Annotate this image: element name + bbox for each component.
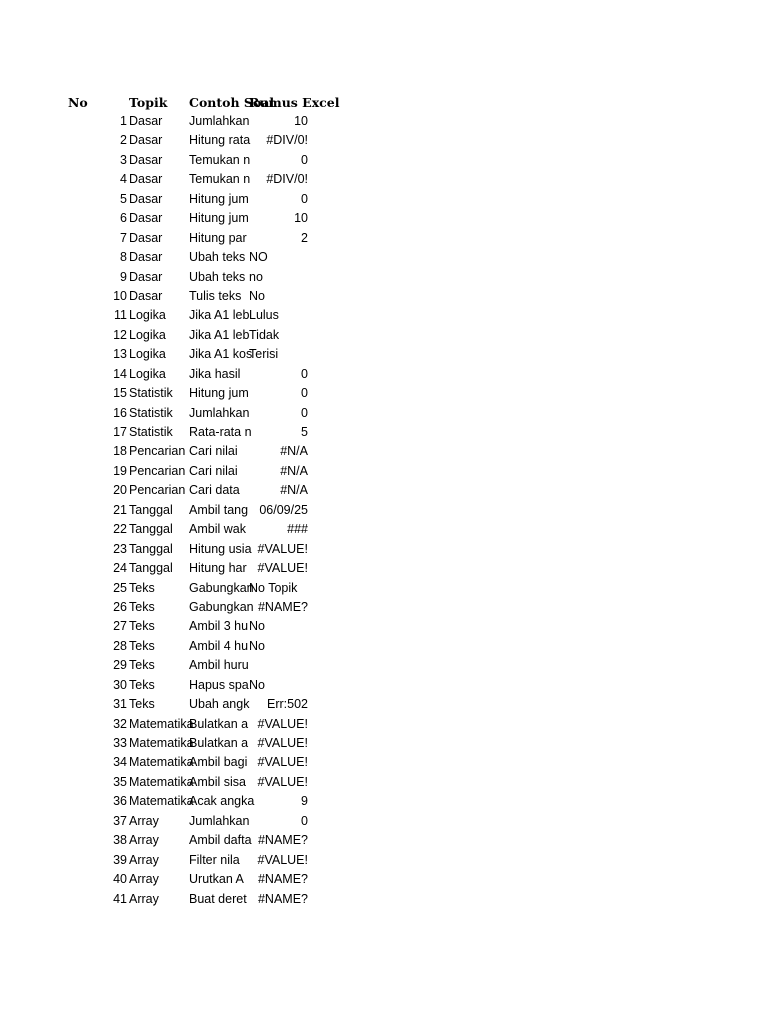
cell-topik[interactable]: Logika	[129, 366, 166, 381]
cell-rumus-excel[interactable]: #VALUE!	[257, 561, 308, 576]
cell-no[interactable]: 9	[120, 269, 127, 284]
cell-no[interactable]: 2	[120, 133, 127, 148]
cell-rumus-excel[interactable]: 0	[301, 191, 308, 206]
cell-contoh-soal[interactable]: Tulis teks	[189, 288, 242, 303]
cell-rumus-excel[interactable]: #NAME?	[257, 872, 308, 887]
table-row	[0, 462, 400, 481]
cell-contoh-soal[interactable]: Hitung jum	[189, 191, 249, 206]
cell-contoh-soal[interactable]: Temukan n	[189, 172, 251, 187]
cell-topik[interactable]: Array	[129, 813, 159, 828]
cell-topik[interactable]: Teks	[129, 638, 155, 653]
table-row	[0, 501, 400, 520]
table-row	[0, 190, 400, 209]
cell-topik[interactable]: Teks	[129, 677, 155, 692]
cell-rumus-excel[interactable]: #N/A	[280, 444, 308, 459]
table-row	[0, 423, 400, 442]
cell-contoh-soal[interactable]: Bulatkan a	[189, 736, 249, 750]
cell-contoh-soal[interactable]: Gabungkan	[189, 580, 254, 595]
cell-no[interactable]: 25	[113, 580, 127, 595]
table-row	[0, 384, 400, 403]
cell-no[interactable]: 38	[113, 833, 127, 848]
table-row	[0, 248, 400, 267]
table-row	[0, 326, 400, 345]
cell-contoh-soal[interactable]: Urutkan A	[189, 872, 244, 887]
table-row	[0, 598, 400, 617]
cell-rumus-excel[interactable]: no	[249, 269, 263, 284]
table-row	[0, 831, 400, 850]
cell-topik[interactable]: Statistik	[129, 425, 173, 439]
cell-topik[interactable]: Array	[129, 852, 159, 867]
header-contoh-soal: Contoh Soal	[189, 95, 275, 110]
cell-topik[interactable]: Matematika	[129, 794, 194, 809]
cell-rumus-excel[interactable]: No	[249, 677, 265, 692]
cell-contoh-soal[interactable]: Ambil wak	[189, 522, 246, 537]
cell-topik[interactable]: Pencarian	[129, 483, 186, 498]
cell-contoh-soal[interactable]: Ambil dafta	[189, 833, 252, 848]
cell-topik[interactable]: Statistik	[129, 405, 173, 420]
cell-no[interactable]: 7	[120, 230, 127, 245]
table-row	[0, 676, 400, 695]
table-row	[0, 715, 400, 734]
cell-contoh-soal[interactable]: Filter nila	[189, 852, 240, 867]
cell-no[interactable]: 28	[113, 638, 127, 653]
cell-topik[interactable]: Teks	[129, 580, 155, 595]
cell-contoh-soal[interactable]: Ambil tang	[189, 502, 249, 517]
cell-contoh-soal[interactable]: Ubah angk	[189, 697, 250, 712]
cell-topik[interactable]: Array	[129, 872, 159, 887]
table-row	[0, 287, 400, 306]
cell-rumus-excel[interactable]: #VALUE!	[257, 774, 308, 789]
cell-rumus-excel[interactable]: #NAME?	[257, 891, 308, 906]
cell-topik[interactable]: Teks	[129, 599, 155, 614]
cell-rumus-excel[interactable]: 5	[301, 425, 308, 439]
cell-rumus-excel[interactable]: #DIV/0!	[266, 172, 308, 187]
cell-no[interactable]: 24	[113, 561, 127, 576]
cell-no[interactable]: 22	[113, 522, 127, 537]
cell-contoh-soal[interactable]: Hitung jum	[189, 386, 249, 401]
cell-topik[interactable]: Dasar	[129, 269, 163, 284]
cell-rumus-excel[interactable]: ###	[287, 522, 308, 537]
table-row	[0, 481, 400, 500]
cell-topik[interactable]: Array	[129, 833, 159, 848]
cell-no[interactable]: 11	[114, 308, 127, 323]
table-row	[0, 559, 400, 578]
cell-topik[interactable]: Dasar	[129, 133, 163, 148]
cell-no[interactable]: 20	[113, 483, 127, 498]
cell-no[interactable]: 30	[113, 677, 127, 692]
table-row	[0, 170, 400, 189]
cell-no[interactable]: 37	[113, 813, 127, 828]
cell-contoh-soal[interactable]: Buat deret	[189, 891, 247, 906]
header-rumus-excel: Rumus Excel	[249, 95, 340, 110]
cell-topik[interactable]: Logika	[129, 347, 166, 362]
cell-contoh-soal[interactable]: Ambil 4 hu	[189, 638, 249, 653]
cell-no[interactable]: 1	[120, 114, 127, 128]
cell-no[interactable]: 41	[113, 891, 127, 906]
cell-topik[interactable]: Dasar	[129, 288, 163, 303]
cell-rumus-excel[interactable]: 0	[301, 405, 308, 420]
cell-contoh-soal[interactable]: Hitung usia	[189, 541, 252, 556]
table-row	[0, 151, 400, 170]
cell-contoh-soal[interactable]: Hitung jum	[189, 211, 249, 226]
cell-rumus-excel[interactable]: Err:502	[267, 697, 308, 712]
table-row	[0, 753, 400, 772]
table-row	[0, 656, 400, 675]
cell-rumus-excel[interactable]: 9	[301, 794, 308, 809]
cell-rumus-excel[interactable]: Lulus	[249, 308, 279, 323]
cell-contoh-soal[interactable]: Ambil 3 hu	[189, 619, 249, 634]
cell-rumus-excel[interactable]: 06/09/25	[259, 502, 308, 517]
table-row	[0, 540, 400, 559]
cell-rumus-excel[interactable]: NO	[249, 250, 268, 265]
cell-topik[interactable]: Teks	[129, 619, 155, 634]
table-row	[0, 306, 400, 325]
cell-no[interactable]: 15	[113, 386, 127, 401]
cell-contoh-soal[interactable]: Ambil sisa	[189, 774, 246, 789]
cell-rumus-excel[interactable]: #NAME?	[257, 599, 308, 614]
cell-no[interactable]: 12	[113, 327, 127, 342]
table-row	[0, 792, 400, 811]
table-row	[0, 637, 400, 656]
cell-rumus-excel[interactable]	[249, 656, 369, 675]
cell-topik[interactable]: Dasar	[129, 172, 163, 187]
cell-no[interactable]: 4	[120, 172, 127, 187]
cell-no[interactable]: 32	[113, 716, 127, 731]
table-row	[0, 870, 400, 889]
cell-no[interactable]: 33	[113, 736, 127, 750]
cell-contoh-soal[interactable]: Jumlahkan	[189, 813, 250, 828]
cell-no[interactable]: 39	[113, 852, 127, 867]
cell-no[interactable]: 36	[113, 794, 127, 809]
cell-contoh-soal[interactable]: Hitung rata	[189, 133, 251, 148]
cell-topik[interactable]: Teks	[129, 658, 155, 673]
cell-contoh-soal[interactable]: Jika A1 leb	[189, 327, 250, 342]
cell-contoh-soal[interactable]: Jika hasil	[189, 366, 241, 381]
cell-rumus-excel[interactable]: Terisi	[249, 347, 279, 362]
cell-no[interactable]: 29	[113, 658, 127, 673]
cell-contoh-soal[interactable]: Gabungkan	[189, 599, 254, 614]
cell-contoh-soal[interactable]: Ubah teks	[189, 269, 246, 284]
table-row	[0, 112, 400, 131]
cell-no[interactable]: 10	[113, 288, 127, 303]
cell-no[interactable]: 16	[113, 405, 127, 420]
cell-contoh-soal[interactable]: Ambil bagi	[189, 755, 248, 770]
cell-rumus-excel[interactable]: #VALUE!	[257, 852, 308, 867]
table-row	[0, 345, 400, 364]
cell-topik[interactable]: Matematika	[129, 774, 194, 789]
cell-no[interactable]: 8	[120, 250, 127, 265]
table-row	[0, 579, 400, 598]
cell-rumus-excel[interactable]: #VALUE!	[257, 716, 308, 731]
cell-topik[interactable]: Tanggal	[129, 502, 173, 517]
table-row	[0, 365, 400, 384]
header-topik: Topik	[129, 95, 168, 110]
cell-contoh-soal[interactable]: Bulatkan a	[189, 716, 249, 731]
cell-contoh-soal[interactable]: Cari nilai	[189, 444, 238, 459]
cell-rumus-excel[interactable]: 0	[301, 386, 308, 401]
header-row	[0, 93, 400, 113]
cell-topik[interactable]: Matematika	[129, 736, 194, 750]
cell-no[interactable]: 6	[120, 211, 127, 226]
cell-contoh-soal[interactable]: Jika A1 kos	[189, 347, 253, 362]
cell-no[interactable]: 18	[113, 444, 127, 459]
cell-rumus-excel[interactable]: #N/A	[280, 483, 308, 498]
table-row	[0, 773, 400, 792]
table-row	[0, 268, 400, 287]
cell-no[interactable]: 3	[120, 152, 127, 167]
cell-contoh-soal[interactable]: Hitung par	[189, 230, 247, 245]
cell-rumus-excel[interactable]: No	[249, 638, 265, 653]
table-row	[0, 131, 400, 150]
table-row	[0, 812, 400, 831]
cell-contoh-soal[interactable]: Jika A1 leb	[189, 308, 250, 323]
cell-topik[interactable]: Dasar	[129, 191, 163, 206]
cell-no[interactable]: 13	[113, 347, 127, 362]
cell-contoh-soal[interactable]: Ambil huru	[189, 658, 249, 673]
header-no: No	[68, 95, 88, 110]
cell-rumus-excel[interactable]: #NAME?	[257, 833, 308, 848]
table-row	[0, 520, 400, 539]
cell-topik[interactable]: Pencarian	[129, 444, 186, 459]
cell-topik[interactable]: Tanggal	[129, 522, 173, 537]
cell-rumus-excel[interactable]: No Topik	[249, 580, 298, 595]
table-row	[0, 851, 400, 870]
cell-no[interactable]: 35	[113, 774, 127, 789]
cell-rumus-excel[interactable]: #VALUE!	[257, 755, 308, 770]
cell-contoh-soal[interactable]: Hapus spa	[189, 677, 249, 692]
cell-rumus-excel[interactable]: #DIV/0!	[266, 133, 308, 148]
cell-rumus-excel[interactable]: #N/A	[280, 463, 308, 478]
cell-no[interactable]: 21	[113, 502, 127, 517]
cell-contoh-soal[interactable]: Hitung har	[189, 561, 247, 576]
cell-rumus-excel[interactable]: Tidak	[249, 327, 280, 342]
cell-no[interactable]: 17	[113, 425, 127, 439]
cell-rumus-excel[interactable]: 2	[301, 230, 308, 245]
cell-rumus-excel[interactable]: 0	[301, 813, 308, 828]
cell-topik[interactable]: Tanggal	[129, 541, 173, 556]
cell-rumus-excel[interactable]: No	[249, 619, 265, 634]
cell-contoh-soal[interactable]: Rata-rata n	[189, 425, 252, 439]
cell-topik[interactable]: Pencarian	[129, 463, 186, 478]
cell-contoh-soal[interactable]: Jumlahkan	[189, 405, 250, 420]
cell-topik[interactable]: Array	[129, 891, 159, 906]
cell-rumus-excel[interactable]: 0	[301, 366, 308, 381]
cell-topik[interactable]: Statistik	[129, 386, 173, 401]
table-row	[0, 404, 400, 423]
cell-no[interactable]: 5	[120, 191, 127, 206]
cell-topik[interactable]: Logika	[129, 327, 166, 342]
table-row	[0, 229, 400, 248]
cell-topik[interactable]: Teks	[129, 697, 155, 712]
table-row	[0, 617, 400, 636]
table-row	[0, 695, 400, 714]
cell-no[interactable]: 34	[113, 755, 127, 770]
cell-no[interactable]: 14	[113, 366, 127, 381]
table-body	[0, 112, 400, 909]
cell-contoh-soal[interactable]: Ubah teks	[189, 250, 246, 265]
table-row	[0, 734, 400, 753]
cell-topik[interactable]: Matematika	[129, 716, 194, 731]
cell-topik[interactable]: Dasar	[129, 211, 163, 226]
cell-contoh-soal[interactable]: Temukan n	[189, 152, 251, 167]
cell-rumus-excel[interactable]: No	[249, 288, 265, 303]
cell-rumus-excel[interactable]: #VALUE!	[257, 736, 308, 750]
cell-topik[interactable]: Dasar	[129, 250, 163, 265]
cell-rumus-excel[interactable]: 10	[294, 211, 308, 226]
cell-rumus-excel[interactable]: #VALUE!	[257, 541, 308, 556]
cell-no[interactable]: 26	[113, 599, 127, 614]
cell-no[interactable]: 40	[113, 872, 127, 887]
cell-no[interactable]: 27	[113, 619, 127, 634]
table-row	[0, 209, 400, 228]
cell-contoh-soal[interactable]: Cari nilai	[189, 463, 238, 478]
cell-no[interactable]: 19	[113, 463, 127, 478]
cell-topik[interactable]: Dasar	[129, 230, 163, 245]
cell-topik[interactable]: Matematika	[129, 755, 194, 770]
cell-topik[interactable]: Dasar	[129, 114, 163, 128]
cell-contoh-soal[interactable]: Cari data	[189, 483, 240, 498]
cell-no[interactable]: 31	[113, 697, 127, 712]
cell-contoh-soal[interactable]: Acak angka	[189, 794, 255, 809]
cell-rumus-excel[interactable]: 10	[294, 114, 308, 128]
cell-contoh-soal[interactable]: Jumlahkan	[189, 114, 250, 128]
cell-topik[interactable]: Dasar	[129, 152, 163, 167]
cell-rumus-excel[interactable]: 0	[301, 152, 308, 167]
cell-topik[interactable]: Tanggal	[129, 561, 173, 576]
table-row	[0, 442, 400, 461]
cell-no[interactable]: 23	[113, 541, 127, 556]
cell-topik[interactable]: Logika	[129, 308, 166, 323]
table-row	[0, 890, 400, 909]
